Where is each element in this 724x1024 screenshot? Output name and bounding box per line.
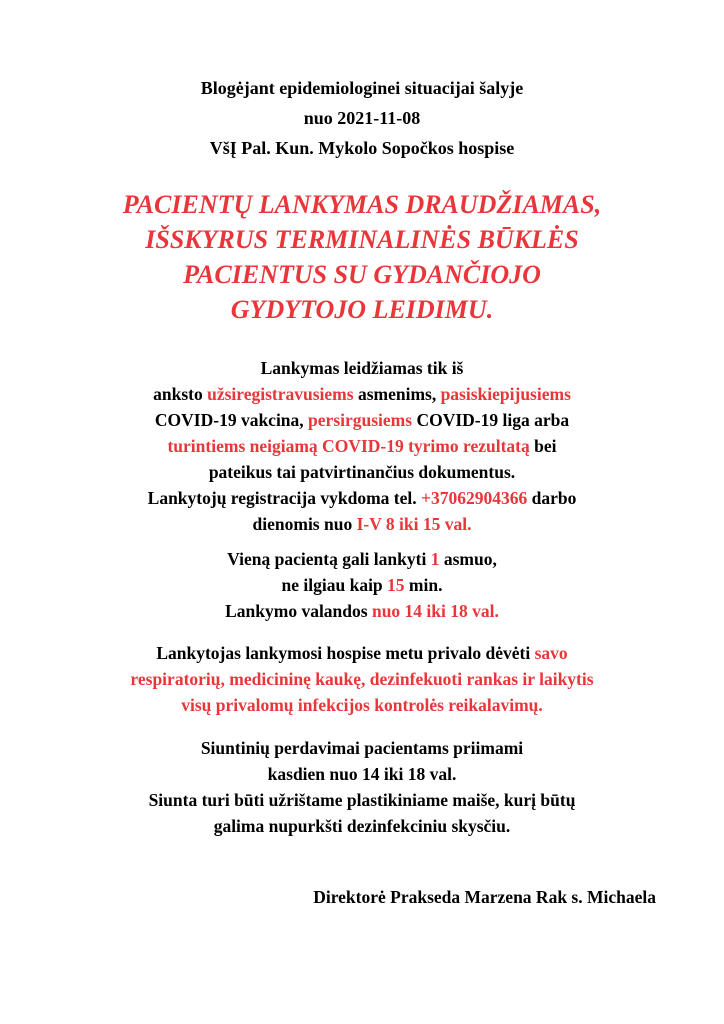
visit-rules-paragraph — [40, 355, 684, 537]
limits-line-1 — [40, 546, 684, 572]
highlight-negative-test: turintiems neigiamą COVID-19 tyrimo rezultatą — [167, 436, 530, 456]
visit-line-6 — [40, 485, 684, 511]
visit-line-1 — [40, 355, 684, 381]
rules-line-1 — [40, 640, 684, 666]
limits-text: min. — [404, 575, 443, 595]
visit-line-4 — [40, 433, 684, 459]
visit-text: asmenims, — [353, 384, 441, 404]
header-institution: VšĮ Pal. Kun. Mykolo Sopočkos hospise — [209, 138, 515, 158]
alert-line-3: PACIENTUS SU GYDANČIOJO — [183, 260, 541, 289]
alert-line-4: GYDYTOJO LEIDIMU. — [230, 295, 494, 324]
parcels-line-4: galima nupurkšti dezinfekciniu skysčiu. — [213, 816, 511, 836]
phone-number: +37062904366 — [421, 488, 528, 508]
visit-line-3 — [40, 407, 684, 433]
visit-text: Lankytojų registracija vykdoma tel. — [147, 488, 421, 508]
visit-line-5 — [40, 459, 684, 485]
visit-text: COVID-19 vakcina, — [154, 410, 309, 430]
limits-line-2 — [40, 572, 684, 598]
visit-duration: 15 — [387, 575, 405, 595]
parcels-paragraph — [40, 735, 684, 839]
highlight-registered: užsiregistravusiems — [207, 384, 354, 404]
visit-text: Lankymas leidžiamas tik iš — [260, 358, 464, 378]
director-signature: Direktorė Prakseda Marzena Rak s. Michaela — [313, 887, 656, 907]
visit-text: pateikus tai patvirtinančius dokumentus. — [208, 462, 516, 482]
limits-line-3 — [40, 598, 684, 624]
visit-text: dienomis nuo — [252, 514, 357, 534]
notice-header — [40, 73, 684, 163]
visit-text: darbo — [527, 488, 577, 508]
rules-text: Lankytojas lankymosi hospise metu privalo dėvėti — [156, 643, 535, 663]
limits-text: ne ilgiau kaip — [281, 575, 388, 595]
alert-line-1: PACIENTŲ LANKYMAS DRAUDŽIAMAS, — [122, 190, 602, 219]
alert-line-2: IŠSKYRUS TERMINALINĖS BŪKLĖS — [145, 225, 579, 254]
visit-limits-paragraph — [40, 546, 684, 624]
visit-line-2 — [40, 381, 684, 407]
parcels-line-1: Siuntinių perdavimai pacientams priimami — [200, 738, 524, 758]
limits-text: asmuo, — [439, 549, 497, 569]
parcels-line-3: Siunta turi būti užrištame plastikiniame maiše, kurį būtų — [148, 790, 576, 810]
visiting-ban-alert — [40, 187, 684, 327]
visit-text: COVID-19 liga arba — [412, 410, 570, 430]
rules-line-2: respiratorių, medicininę kaukę, dezinfekuoti rankas ir laikytis — [130, 669, 594, 689]
parcels-line-2: kasdien nuo 14 iki 18 val. — [267, 764, 457, 784]
registration-hours: I-V 8 iki 15 val. — [356, 514, 472, 534]
highlight-vaccinated: pasiskiepijusiems — [440, 384, 571, 404]
highlight-own: savo — [534, 643, 568, 663]
visit-text: anksto — [153, 384, 208, 404]
header-line-1: Blogėjant epidemiologinei situacijai šalyje — [200, 78, 524, 98]
protection-rules-paragraph — [40, 640, 684, 718]
limits-text: Lankymo valandos — [225, 601, 372, 621]
rules-line-3: visų privalomų infekcijos kontrolės reikalavimų. — [181, 695, 543, 715]
highlight-recovered: persirgusiems — [308, 410, 413, 430]
visiting-hours: nuo 14 iki 18 val. — [371, 601, 499, 621]
header-date: nuo 2021-11-08 — [303, 108, 421, 128]
visitor-count: 1 — [430, 549, 440, 569]
visit-line-7 — [40, 511, 684, 537]
limits-text: Vieną pacientą gali lankyti — [227, 549, 431, 569]
visit-text: bei — [529, 436, 557, 456]
